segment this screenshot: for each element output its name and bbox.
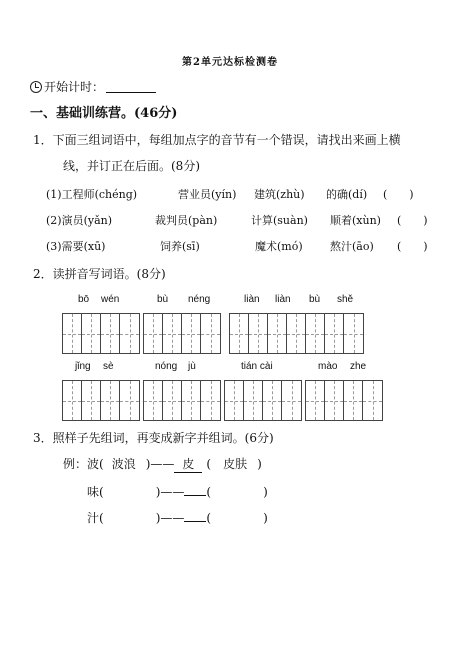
pinyin-label: néng xyxy=(188,294,211,305)
writing-grid[interactable] xyxy=(229,313,364,354)
example-close: ) xyxy=(257,457,262,471)
section-heading: 一、基础训练营。(46分) xyxy=(30,106,178,121)
q3-item xyxy=(87,509,268,526)
pinyin-label: jǐng xyxy=(75,361,91,372)
pinyin-label: bù xyxy=(157,294,169,305)
pinyin-label: sè xyxy=(103,361,114,372)
example-prefix: 例：波( xyxy=(63,457,104,471)
q1-row3-answer[interactable]: ( ) xyxy=(397,240,428,253)
q1-row1-item2: 营业员(yín) xyxy=(178,188,237,201)
writing-grid[interactable] xyxy=(62,313,140,354)
q1-row2-answer[interactable]: ( ) xyxy=(397,214,428,227)
q1-row3-item4: 熬汁(āo) xyxy=(330,240,374,253)
item-open: ( xyxy=(206,511,212,525)
writing-grid[interactable] xyxy=(62,380,140,421)
q1-row1-item4: 的确(dí) xyxy=(326,188,368,201)
pinyin-label: shě xyxy=(337,294,354,305)
example-word2: 皮肤 xyxy=(223,457,248,471)
writing-grid[interactable] xyxy=(143,380,221,421)
example-open: ( xyxy=(206,457,212,471)
q3-example xyxy=(63,455,262,473)
q1-row3-item1: (3)需要(xū) xyxy=(46,240,106,253)
q1-instruction-line1: 1．下面三组词语中，每组加点字的音节有一个错误，请找出来画上横 xyxy=(33,133,401,147)
q1-row3-item3: 魔术(mó) xyxy=(255,240,303,253)
pinyin-label: bō xyxy=(78,294,90,305)
writing-grid[interactable] xyxy=(143,313,221,354)
item-close: ) xyxy=(263,485,268,499)
q1-row2-item4: 顺着(xùn) xyxy=(330,214,381,227)
item-char-blank[interactable] xyxy=(184,509,206,522)
timer-label: 开始计时： xyxy=(44,80,105,94)
item-dash: )—— xyxy=(155,511,185,525)
q3-instruction: 3．照样子先组词，再变成新字并组词。(6分) xyxy=(33,431,274,445)
q1-row1-answer[interactable]: ( ) xyxy=(383,188,414,201)
q1-row2-item3: 计算(suàn) xyxy=(251,214,308,227)
pinyin-label: tián cài xyxy=(241,361,273,372)
pinyin-label: liàn xyxy=(275,294,291,305)
example-word1: 波浪 xyxy=(111,457,136,471)
pinyin-label: mào xyxy=(318,361,338,372)
pinyin-label: liàn xyxy=(244,294,260,305)
q2-instruction: 2．读拼音写词语。(8分) xyxy=(33,267,166,281)
item-char: 汁( xyxy=(87,511,104,525)
pinyin-label: zhe xyxy=(350,361,367,372)
item-open: ( xyxy=(206,485,212,499)
page-title: 第2单元达标检测卷 xyxy=(182,57,278,68)
item-dash: )—— xyxy=(155,485,185,499)
pinyin-label: bù xyxy=(309,294,321,305)
clock-icon xyxy=(30,81,42,93)
q1-instruction-line2: 线，并订正在后面。(8分) xyxy=(63,159,200,173)
q1-row2-item1: (2)演员(yǎn) xyxy=(46,214,113,227)
q1-row1-item1: (1)工程师(chéng) xyxy=(46,188,138,201)
example-dash: )—— xyxy=(145,457,175,471)
item-close: ) xyxy=(263,511,268,525)
pinyin-label: nóng xyxy=(155,361,178,372)
q1-row3-item2: 饲养(sī) xyxy=(160,240,200,253)
writing-grid[interactable] xyxy=(224,380,302,421)
pinyin-label: wén xyxy=(101,294,120,305)
item-char-blank[interactable] xyxy=(184,483,206,496)
item-char: 味( xyxy=(87,485,104,499)
writing-grid[interactable] xyxy=(305,380,383,421)
q1-row2-item2: 裁判员(pàn) xyxy=(155,214,218,227)
timer-blank[interactable] xyxy=(106,80,156,93)
example-char: 皮 xyxy=(174,455,202,473)
timer-row xyxy=(30,78,156,95)
pinyin-label: jù xyxy=(188,361,196,372)
q1-row1-item3: 建筑(zhù) xyxy=(254,188,305,201)
q3-item xyxy=(87,483,268,500)
